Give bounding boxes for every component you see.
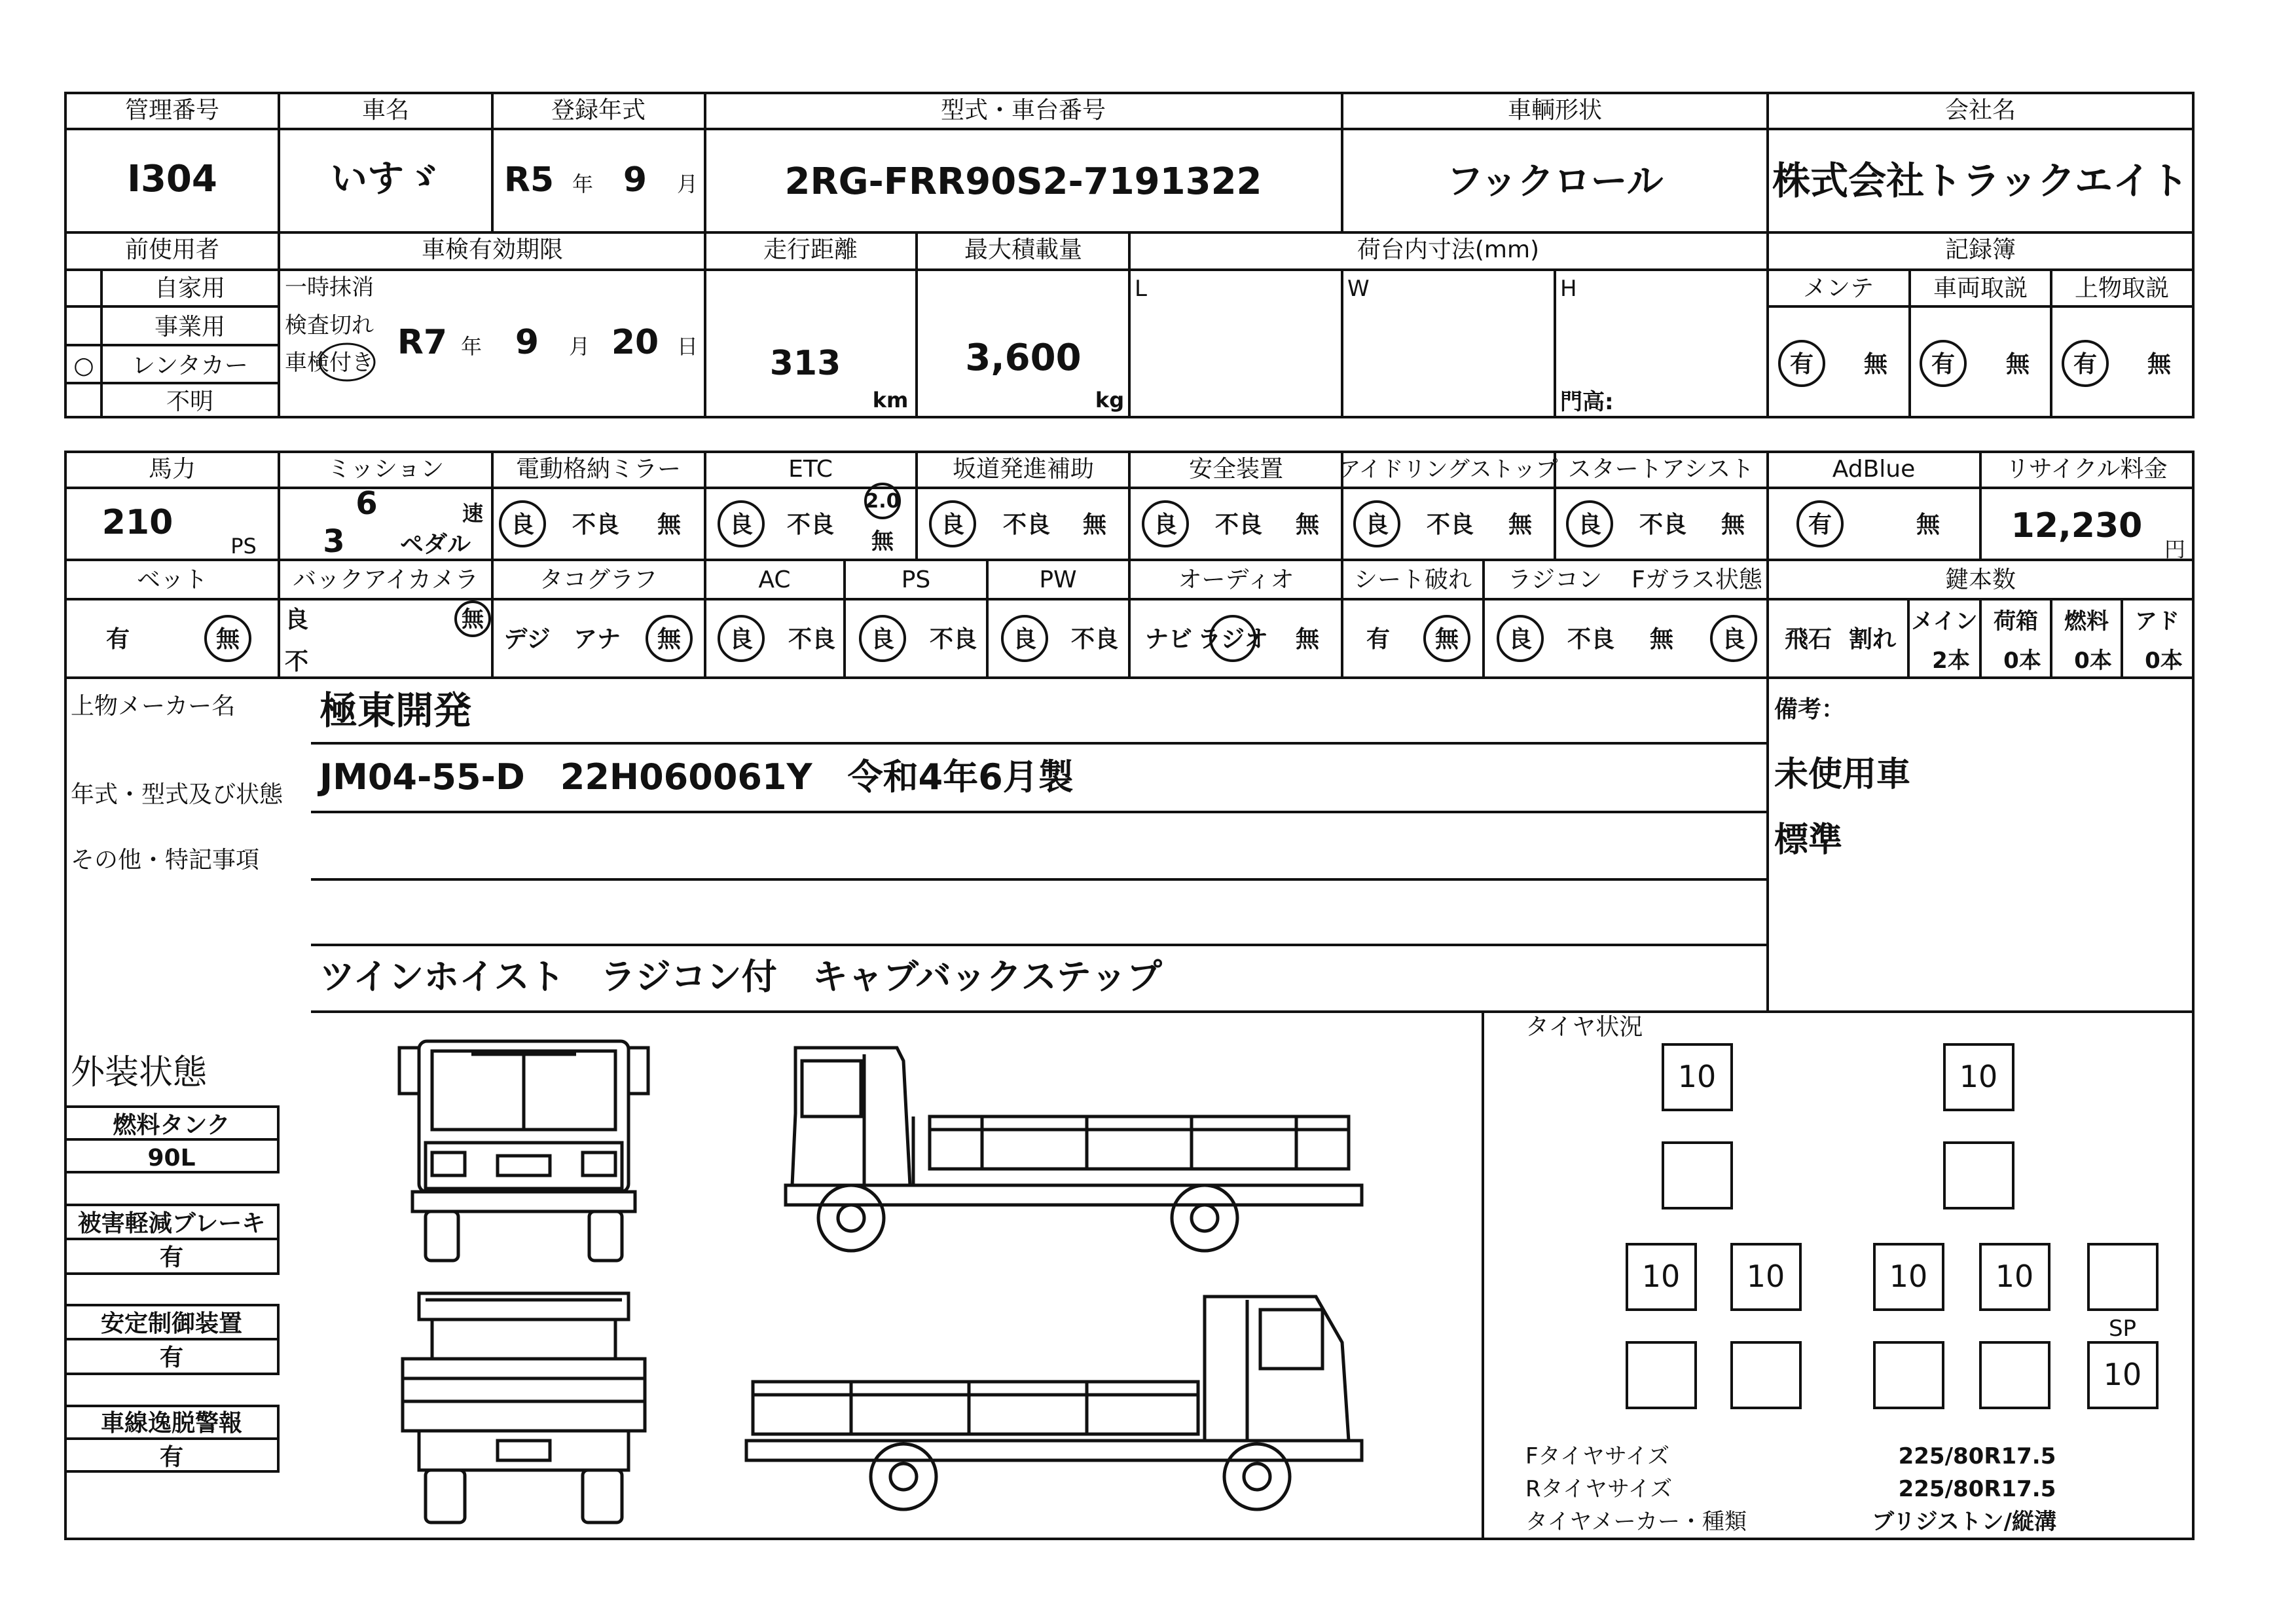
radicon-furyou: 不良: [1567, 626, 1615, 653]
etc-version: 2.0: [865, 490, 900, 513]
truck-front-view: [399, 1041, 648, 1261]
keys-nenryou-value: 0本: [2074, 648, 2112, 674]
mirror-furyou: 不良: [572, 511, 620, 538]
shaken-day: 20: [611, 323, 659, 362]
label-other: その他・特記事項: [71, 847, 260, 874]
label-adblue: AdBlue: [1832, 456, 1916, 483]
tire-maker: ブリジストン/縦溝: [1871, 1509, 2057, 1535]
kiroku-sharyou-ari: 有: [1931, 351, 1956, 378]
label-nenshiki: 登録年式: [551, 97, 646, 124]
audio-nashi: 無: [1295, 626, 1320, 653]
label-camera: バックアイカメラ: [293, 566, 479, 593]
taco-digi: デジ: [503, 626, 551, 653]
keys-nenryou-label: 燃料: [2064, 608, 2109, 635]
bikou-line-1: 未使用車: [1774, 755, 1911, 794]
exterior-title: 外装状態: [71, 1053, 208, 1092]
bariki-value: 210: [101, 503, 173, 542]
label-start: スタートアシスト: [1567, 456, 1755, 483]
label-kanri: 管理番号: [124, 97, 220, 124]
mission-speed-unit: 速: [462, 501, 484, 526]
note-value: ツインホイスト ラジコン付 キャブバックステップ: [319, 956, 1162, 997]
saidai-unit: kg: [1095, 388, 1125, 413]
model-value: JM04-55-D 22H060061Y 令和4年6月製: [319, 756, 1074, 798]
user-jigyou: 事業用: [154, 314, 226, 341]
saidai-value: 3,600: [965, 337, 1082, 379]
keys-ad-value: 0本: [2145, 648, 2183, 674]
pw-furyou: 不良: [1070, 626, 1119, 653]
bed-nashi: 無: [215, 626, 240, 653]
label-bariki: 馬力: [148, 456, 196, 483]
tire-sp-value: 10: [2103, 1357, 2142, 1392]
label-mirror: 電動格納ミラー: [515, 456, 682, 483]
hill-furyou: 不良: [1002, 511, 1051, 538]
tire-f-size: 225/80R17.5: [1898, 1443, 2056, 1469]
user-rental: レンタカー: [132, 352, 248, 379]
camera-ryou: 良: [285, 606, 309, 633]
mission-speed: 6: [355, 485, 378, 522]
keijou-value: フックロール: [1446, 160, 1664, 203]
recycle-value: 12,230: [2011, 506, 2143, 545]
label-soukou: 走行距離: [763, 236, 858, 263]
ac-furyou: 不良: [788, 626, 836, 653]
body-section: [65, 678, 2193, 1539]
kanri-value: I304: [127, 158, 217, 200]
label-audio: オーディオ: [1178, 566, 1294, 593]
label-shaken: 車検有効期限: [421, 236, 564, 263]
idling-furyou: 不良: [1426, 511, 1474, 538]
ps-ryou: 良: [870, 626, 895, 653]
tire-front-right: 10: [1959, 1059, 1998, 1094]
soukou-value: 313: [769, 344, 841, 383]
radicon-ryou: 良: [1508, 626, 1533, 653]
start-furyou: 不良: [1639, 511, 1687, 538]
label-seat: シート破れ: [1353, 566, 1472, 593]
hill-ryou: 良: [940, 511, 965, 538]
label-kaisha: 会社名: [1944, 97, 2016, 124]
etc-ryou: 良: [729, 511, 754, 538]
label-keys: 鍵本数: [1944, 566, 2016, 593]
tire-rear-left-outer: 10: [1641, 1259, 1681, 1294]
label-taco: タコグラフ: [539, 566, 658, 593]
start-ryou: 良: [1577, 511, 1602, 538]
label-hill: 坂道発進補助: [952, 456, 1095, 483]
kiroku-uwamono-nashi: 無: [2147, 351, 2172, 378]
soukou-unit: km: [872, 388, 909, 413]
dim-w: W: [1347, 276, 1370, 302]
truck-side-view-right: [786, 1048, 1362, 1251]
bariki-unit: PS: [230, 534, 257, 559]
mirror-ryou: 良: [510, 511, 535, 538]
keys-nibako-value: 0本: [2003, 648, 2041, 674]
month-unit: 月: [676, 172, 699, 196]
tire-rear-left-inner: 10: [1746, 1259, 1785, 1294]
bikou-line-2: 標準: [1774, 821, 1843, 860]
label-idling: アイドリングストップ: [1338, 456, 1558, 483]
exterior-brake-label: 被害軽減ブレーキ: [77, 1210, 266, 1237]
kiroku-mente-ari: 有: [1789, 351, 1814, 378]
label-maker: 上物メーカー名: [71, 693, 236, 720]
safety-ryou: 良: [1153, 511, 1178, 538]
start-nashi: 無: [1721, 511, 1745, 538]
camera-nashi: 無: [462, 606, 484, 633]
year-unit: 年: [572, 172, 594, 196]
etc-furyou: 不良: [786, 511, 835, 538]
shaken-month: 9: [515, 323, 539, 362]
tire-maker-label: タイヤメーカー・種類: [1525, 1509, 1747, 1535]
seat-ari: 有: [1366, 626, 1391, 653]
label-recycle: リサイクル料金: [2005, 456, 2168, 483]
user-fumei: 不明: [166, 388, 214, 415]
bikou-label: 備考：: [1774, 696, 1846, 723]
label-shamei: 車名: [361, 97, 410, 124]
label-katashiki: 型式・車台番号: [940, 97, 1106, 124]
shaken-month-unit: 月: [568, 334, 591, 359]
dim-monkou: 門高:: [1560, 389, 1614, 415]
label-ac: AC: [758, 566, 791, 593]
bed-ari: 有: [105, 626, 130, 653]
glass-ware: 割れ: [1848, 626, 1897, 653]
tire-r-size-label: Rタイヤサイズ: [1525, 1476, 1673, 1502]
keys-main-label: メイン: [1911, 608, 1978, 635]
idling-nashi: 無: [1508, 511, 1533, 538]
exterior-fuel-value: 90L: [147, 1145, 196, 1172]
katashiki-value: 2RG-FRR90S2-7191322: [784, 160, 1262, 203]
label-model: 年式・型式及び状態: [71, 781, 283, 808]
shaken-ichiji: 一時抹消: [285, 274, 374, 301]
tires-title: タイヤ状況: [1525, 1014, 1643, 1041]
tire-r-size: 225/80R17.5: [1898, 1476, 2056, 1502]
kiroku-mente-nashi: 無: [1863, 351, 1888, 378]
mirror-nashi: 無: [657, 511, 682, 538]
shaken-year: R7: [397, 323, 448, 362]
glass-hiseki: 飛石: [1784, 626, 1832, 653]
kiroku-uwamono: 上物取説: [2074, 275, 2170, 302]
exterior-lane-label: 車線逸脱警報: [100, 1410, 243, 1437]
keys-main-value: 2本: [1932, 648, 1970, 674]
audio-navi: ナビ: [1144, 626, 1193, 653]
label-ps: PS: [901, 566, 931, 593]
hill-nashi: 無: [1082, 511, 1107, 538]
exterior-stability-value: 有: [159, 1344, 184, 1371]
user-rental-mark: ○: [73, 352, 94, 379]
shaken-year-unit: 年: [460, 334, 483, 359]
exterior-stability-label: 安定制御装置: [100, 1310, 243, 1337]
label-zenshiyou: 前使用者: [124, 236, 220, 263]
truck-side-view-left: [746, 1297, 1362, 1509]
tire-rear-right-outer: 10: [1995, 1259, 2034, 1294]
recycle-unit: 円: [2164, 537, 2186, 562]
idling-ryou: 良: [1364, 511, 1389, 538]
label-radicon: ラジコン: [1507, 566, 1603, 593]
safety-furyou: 不良: [1214, 511, 1263, 538]
safety-nashi: 無: [1295, 511, 1320, 538]
label-glass: Fガラス状態: [1631, 566, 1762, 593]
seat-nashi: 無: [1434, 626, 1459, 653]
shaken-day-unit: 日: [676, 334, 699, 359]
keys-nibako-label: 荷箱: [1994, 608, 2038, 635]
month-value: 9: [623, 160, 647, 200]
tire-rear-right-inner: 10: [1889, 1259, 1928, 1294]
label-pw: PW: [1039, 566, 1077, 593]
label-kiroku: 記録簿: [1944, 236, 2016, 263]
ps-furyou: 不良: [929, 626, 977, 653]
kiroku-sharyou-nashi: 無: [2005, 351, 2030, 378]
ac-ryou: 良: [729, 626, 754, 653]
glass-ryou: 良: [1721, 626, 1746, 653]
label-saidai: 最大積載量: [964, 236, 1083, 263]
label-nidai: 荷台内寸法(mm): [1357, 236, 1540, 263]
year-value: R5: [503, 160, 555, 200]
exterior-fuel-label: 燃料タンク: [113, 1112, 230, 1139]
taco-nashi: 無: [657, 626, 682, 653]
dim-l: L: [1135, 276, 1147, 302]
radicon-nashi: 無: [1649, 626, 1674, 653]
mission-pedal: 3: [323, 523, 345, 560]
tire-f-size-label: Fタイヤサイズ: [1525, 1443, 1670, 1469]
kiroku-uwamono-ari: 有: [2073, 351, 2098, 378]
shamei-value: いすゞ: [331, 158, 441, 200]
exterior-brake-value: 有: [159, 1244, 184, 1271]
shaken-kirete: 検査切れ: [285, 312, 374, 339]
label-etc: ETC: [788, 456, 833, 483]
truck-rear-view: [403, 1293, 645, 1522]
maker-value: 極東開発: [319, 688, 472, 733]
label-mission: ミッション: [327, 456, 445, 483]
taco-ana: アナ: [573, 626, 621, 653]
kiroku-sharyou: 車両取説: [1933, 275, 2028, 302]
adblue-ari: 有: [1808, 511, 1832, 538]
exterior-lane-value: 有: [159, 1444, 184, 1471]
etc-nashi: 無: [871, 528, 894, 555]
camera-fu: 不: [285, 648, 309, 675]
label-safety: 安全装置: [1188, 456, 1284, 483]
audio-radio: ラジオ: [1197, 626, 1269, 653]
kiroku-mente: メンテ: [1802, 275, 1874, 302]
tire-front-left: 10: [1677, 1059, 1717, 1094]
kaisha-value: 株式会社トラックエイト: [1772, 158, 2189, 203]
user-jikayou: 自家用: [154, 275, 226, 302]
tire-boxes: [1627, 1044, 2157, 1408]
label-keijou: 車輌形状: [1507, 97, 1603, 124]
label-bed: ベット: [136, 566, 208, 593]
keys-ad-label: アド: [2135, 608, 2179, 635]
shaken-tsuki: 車検付き: [285, 350, 374, 376]
mission-pedal-unit: ペダル: [399, 531, 471, 558]
pw-ryou: 良: [1012, 626, 1037, 653]
adblue-nashi: 無: [1916, 511, 1941, 538]
dim-h: H: [1560, 276, 1577, 302]
tire-sp-label: SP: [2108, 1316, 2137, 1342]
